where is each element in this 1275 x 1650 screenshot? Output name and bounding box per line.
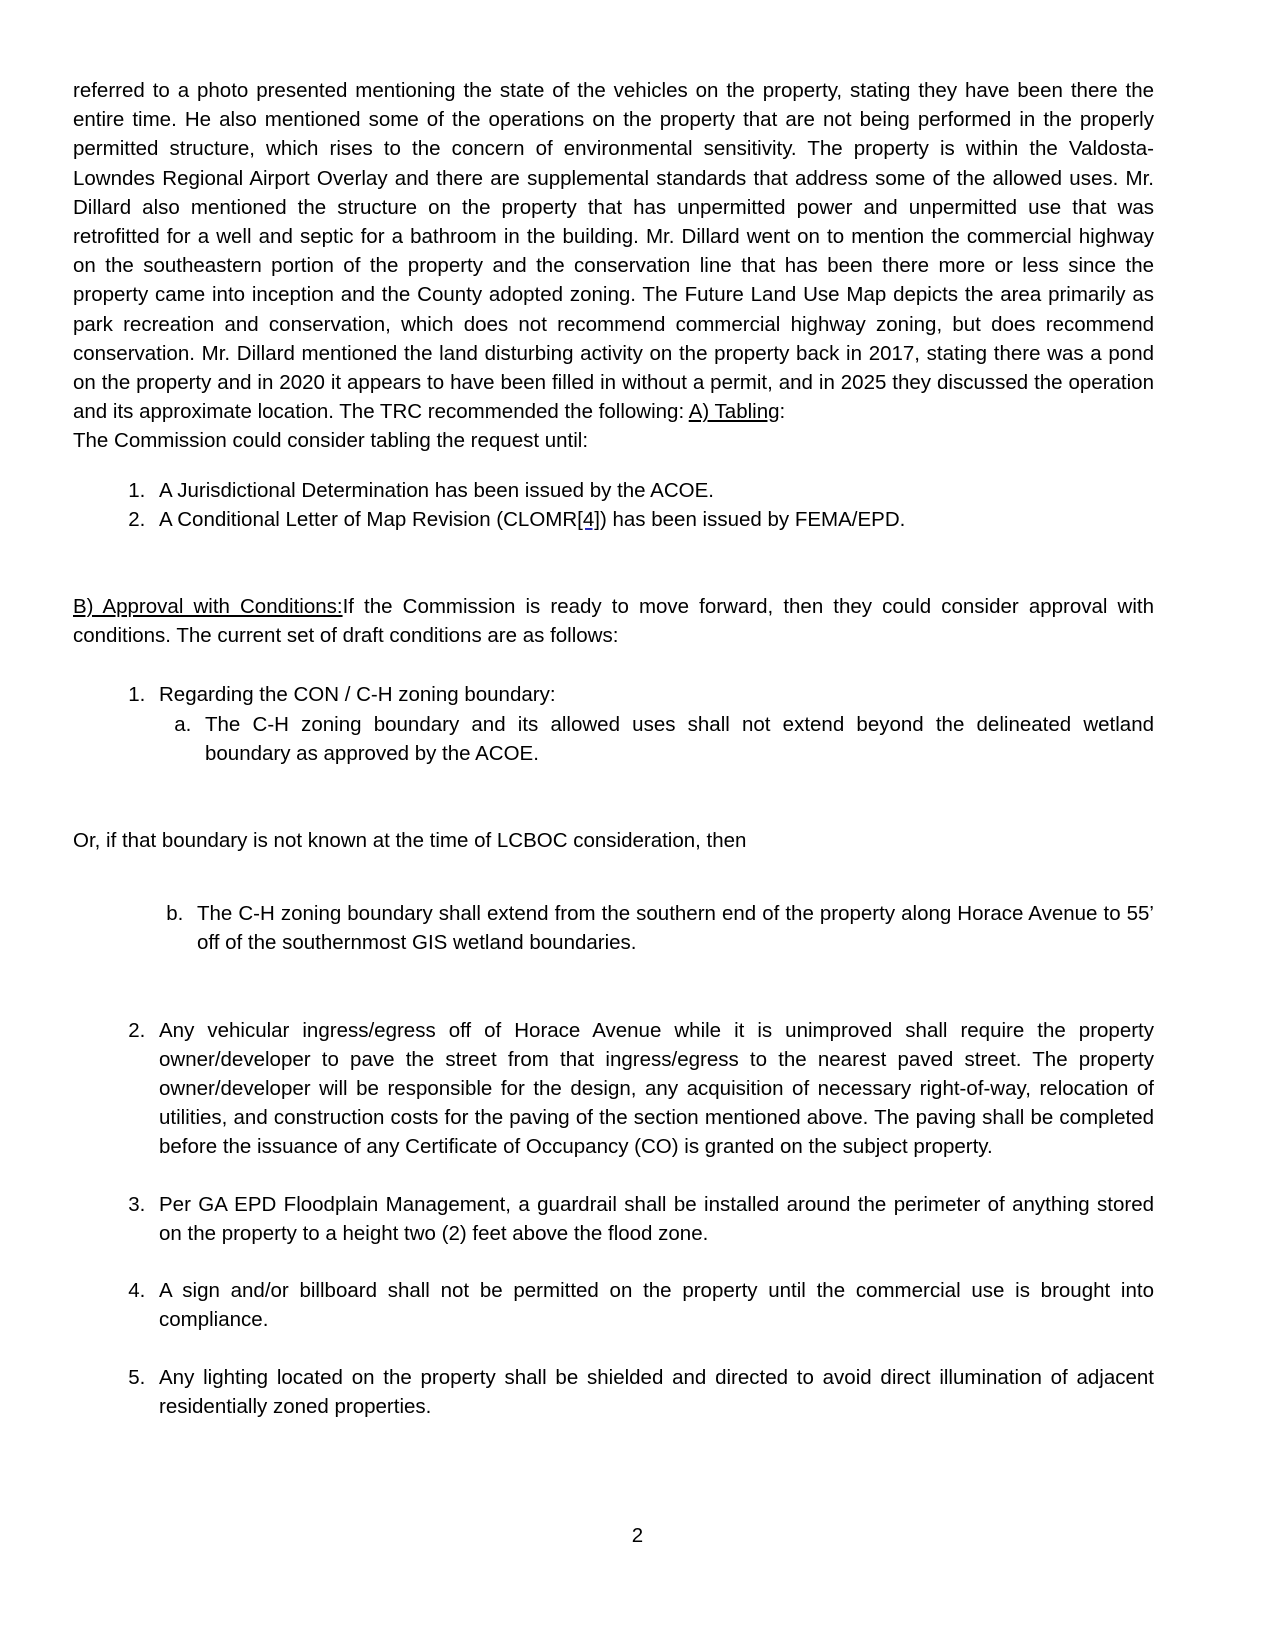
- approval-intro: If the Commission is ready to move forward, then they could consider approval with conditions. The current set of draft conditions are as follows:: [73, 595, 1155, 648]
- condition-1b-text: The C-H zoning boundary shall extend from the southern end of the property along Horace Avenue to 55’ off of the southernmost GIS wetland boundaries.: [197, 902, 1154, 955]
- list-item: [151, 1363, 1154, 1421]
- list-item: [151, 505, 1154, 534]
- conditions-list-part-1: [73, 680, 1154, 768]
- approval-paragraph: [73, 592, 1154, 650]
- condition-1a-text: The C-H zoning boundary and its allowed uses shall not extend beyond the delineated wetland boundary as approved by the ACOE.: [205, 712, 1154, 765]
- page-number: 2: [631, 1524, 644, 1547]
- condition-2-text: Any vehicular ingress/egress off of Horace Avenue while it is unimproved shall require the property owner/developer to pave the street from that ingress/egress to the nearest paved street. The property owner/developer will be responsible for the design, any acquisition of necessary right-of-way, relocation of utilities, and construction costs for the paving of the section mentioned above. The paving shall be completed before the issuance of any Certificate of Occupancy (CO) is granted on the subject property.: [159, 1018, 1154, 1159]
- spacer: [73, 855, 1154, 899]
- conditions-list-part-2: [73, 1016, 1154, 1421]
- tabling-item-2-after: ) has been issued by FEMA/EPD.: [599, 507, 906, 531]
- spacer: [73, 534, 1154, 592]
- tabling-heading: A) Tabling: [688, 400, 780, 424]
- condition-1b-list: [73, 899, 1154, 957]
- approval-heading: B) Approval with Conditions:: [73, 595, 343, 619]
- condition-1-sublist: [159, 710, 1154, 768]
- clomr-footnote-link[interactable]: [4]: [577, 507, 600, 531]
- condition-4-text: A sign and/or billboard shall not be permitted on the property until the commercial use is brought into compliance.: [159, 1279, 1154, 1332]
- tabling-item-2-before: A Conditional Letter of Map Revision (CLOMR: [159, 507, 578, 531]
- document-body: [73, 76, 1154, 1421]
- list-item: [189, 899, 1154, 957]
- spacer: [73, 456, 1154, 476]
- spacer: [73, 768, 1154, 826]
- list-item: [151, 1190, 1154, 1248]
- spacer: [73, 958, 1154, 1016]
- spacer: [73, 650, 1154, 680]
- narrative-text: referred to a photo presented mentioning the state of the vehicles on the property, stating they have been there the entire time. He also mentioned some of the operations on the property that are not being performed in the properly permitted structure, which rises to the concern of environmental sensitivity. The property is within the Valdosta-Lowndes Regional Airport Overlay and there are supplemental standards that address some of the allowed uses. Mr. Dillard also mentioned the structure on the property that has unpermitted power and unpermitted use that was retrofitted for a well and septic for a bathroom in the building. Mr. Dillard went on to mention the commercial highway on the southeastern portion of the property and the conservation line that has been there more or less since the property came into inception and the County adopted zoning. The Future Land Use Map depicts the area primarily as park recreation and conservation, which does not recommend commercial highway zoning, but does recommend conservation. Mr. Dillard mentioned the land disturbing activity on the property back in 2017, stating there was a pond on the property and in 2020 it appears to have been filled in without a permit, and in 2025 they discussed the operation and its approximate location. The TRC recommended the following:: [73, 79, 1154, 424]
- tabling-item-1-text: A Jurisdictional Determination has been issued by the ACOE.: [159, 478, 714, 502]
- narrative-paragraph: [73, 76, 1154, 426]
- list-item: [151, 1276, 1154, 1334]
- tabling-list: [73, 476, 1154, 534]
- tabling-intro: The Commission could consider tabling the request until:: [73, 429, 589, 453]
- list-item: [151, 680, 1154, 768]
- list-item: [151, 476, 1154, 505]
- tabling-heading-suffix: :: [779, 400, 786, 424]
- condition-5-text: Any lighting located on the property shall be shielded and directed to avoid direct illumination of adjacent residentially zoned properties.: [159, 1365, 1154, 1418]
- condition-1-text: Regarding the CON / C-H zoning boundary:: [159, 683, 556, 707]
- condition-3-text: Per GA EPD Floodplain Management, a guardrail shall be installed around the perimeter of anything stored on the property to a height two (2) feet above the flood zone.: [159, 1192, 1154, 1245]
- list-item: [197, 710, 1154, 768]
- or-clause: Or, if that boundary is not known at the time of LCBOC consideration, then: [73, 829, 747, 853]
- list-item: [151, 1016, 1154, 1162]
